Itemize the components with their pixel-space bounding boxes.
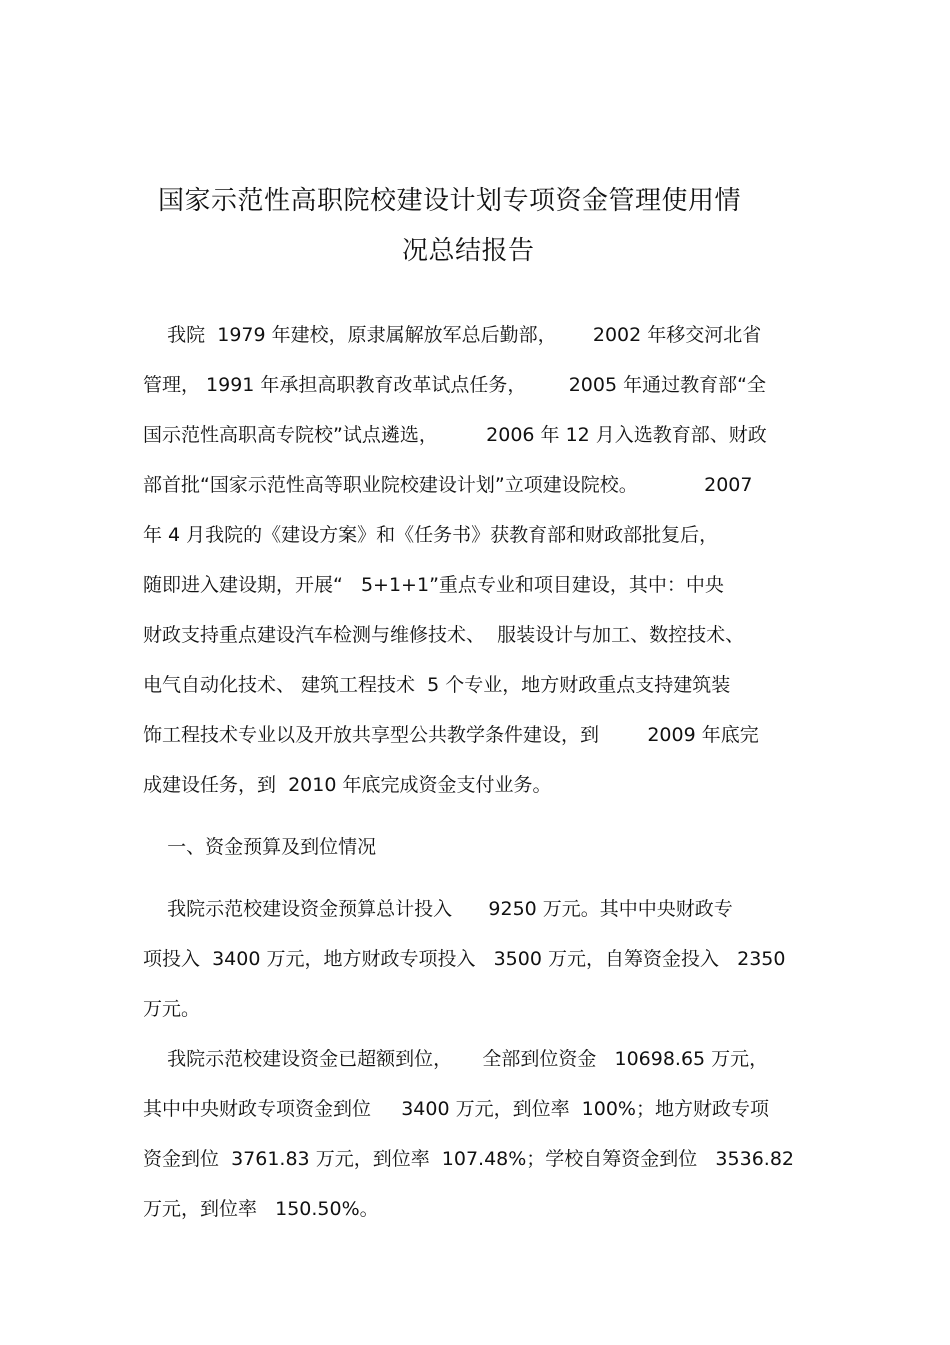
document-title-line-2: 况总结报告	[402, 236, 535, 266]
paragraph-1-line-9: 饰工程技术专业以及开放共享型公共教学条件建设，到 2009 年底完	[143, 724, 759, 746]
paragraph-3-line-3: 资金到位 3761.83 万元，到位率 107.48%；学校自筹资金到位 3536.82	[143, 1148, 794, 1170]
paragraph-1-line-1: 我院 1979 年建校，原隶属解放军总后勤部， 2002 年移交河北省	[143, 324, 762, 346]
paragraph-1-line-6: 随即进入建设期，开展“ 5+1+1”重点专业和项目建设，其中：中央	[143, 574, 724, 596]
paragraph-2-line-3: 万元。	[143, 998, 201, 1020]
section-heading-1: 一、资金预算及到位情况	[143, 836, 377, 858]
paragraph-1-line-5: 年 4 月我院的《建设方案》和《任务书》获教育部和财政部批复后，	[143, 524, 719, 546]
paragraph-3-line-1: 我院示范校建设资金已超额到位， 全部到位资金 10698.65 万元，	[143, 1048, 769, 1070]
paragraph-1-line-2: 管理， 1991 年承担高职教育改革试点任务， 2005 年通过教育部“全	[143, 374, 766, 396]
paragraph-1-line-4: 部首批“国家示范性高等职业院校建设计划”立项建设院校。 2007	[143, 474, 753, 496]
paragraph-2-line-2: 项投入 3400 万元，地方财政专项投入 3500 万元，自筹资金投入 2350	[143, 948, 786, 970]
paragraph-1-line-8: 电气自动化技术、 建筑工程技术 5 个专业，地方财政重点支持建筑装	[143, 674, 731, 696]
paragraph-3-line-2: 其中中央财政专项资金到位 3400 万元，到位率 100%；地方财政专项	[143, 1098, 769, 1120]
paragraph-1-line-3: 国示范性高职高专院校”试点遴选， 2006 年 12 月入选教育部、财政	[143, 424, 767, 446]
paragraph-1-line-7: 财政支持重点建设汽车检测与维修技术、 服装设计与加工、数控技术、	[143, 624, 745, 646]
document-title-line-1: 国家示范性高职院校建设计划专项资金管理使用情	[158, 186, 742, 216]
paragraph-3-line-4: 万元，到位率 150.50%。	[143, 1198, 379, 1220]
paragraph-2-line-1: 我院示范校建设资金预算总计投入 9250 万元。其中中央财政专	[143, 898, 733, 920]
paragraph-1-line-10: 成建设任务，到 2010 年底完成资金支付业务。	[143, 774, 552, 796]
